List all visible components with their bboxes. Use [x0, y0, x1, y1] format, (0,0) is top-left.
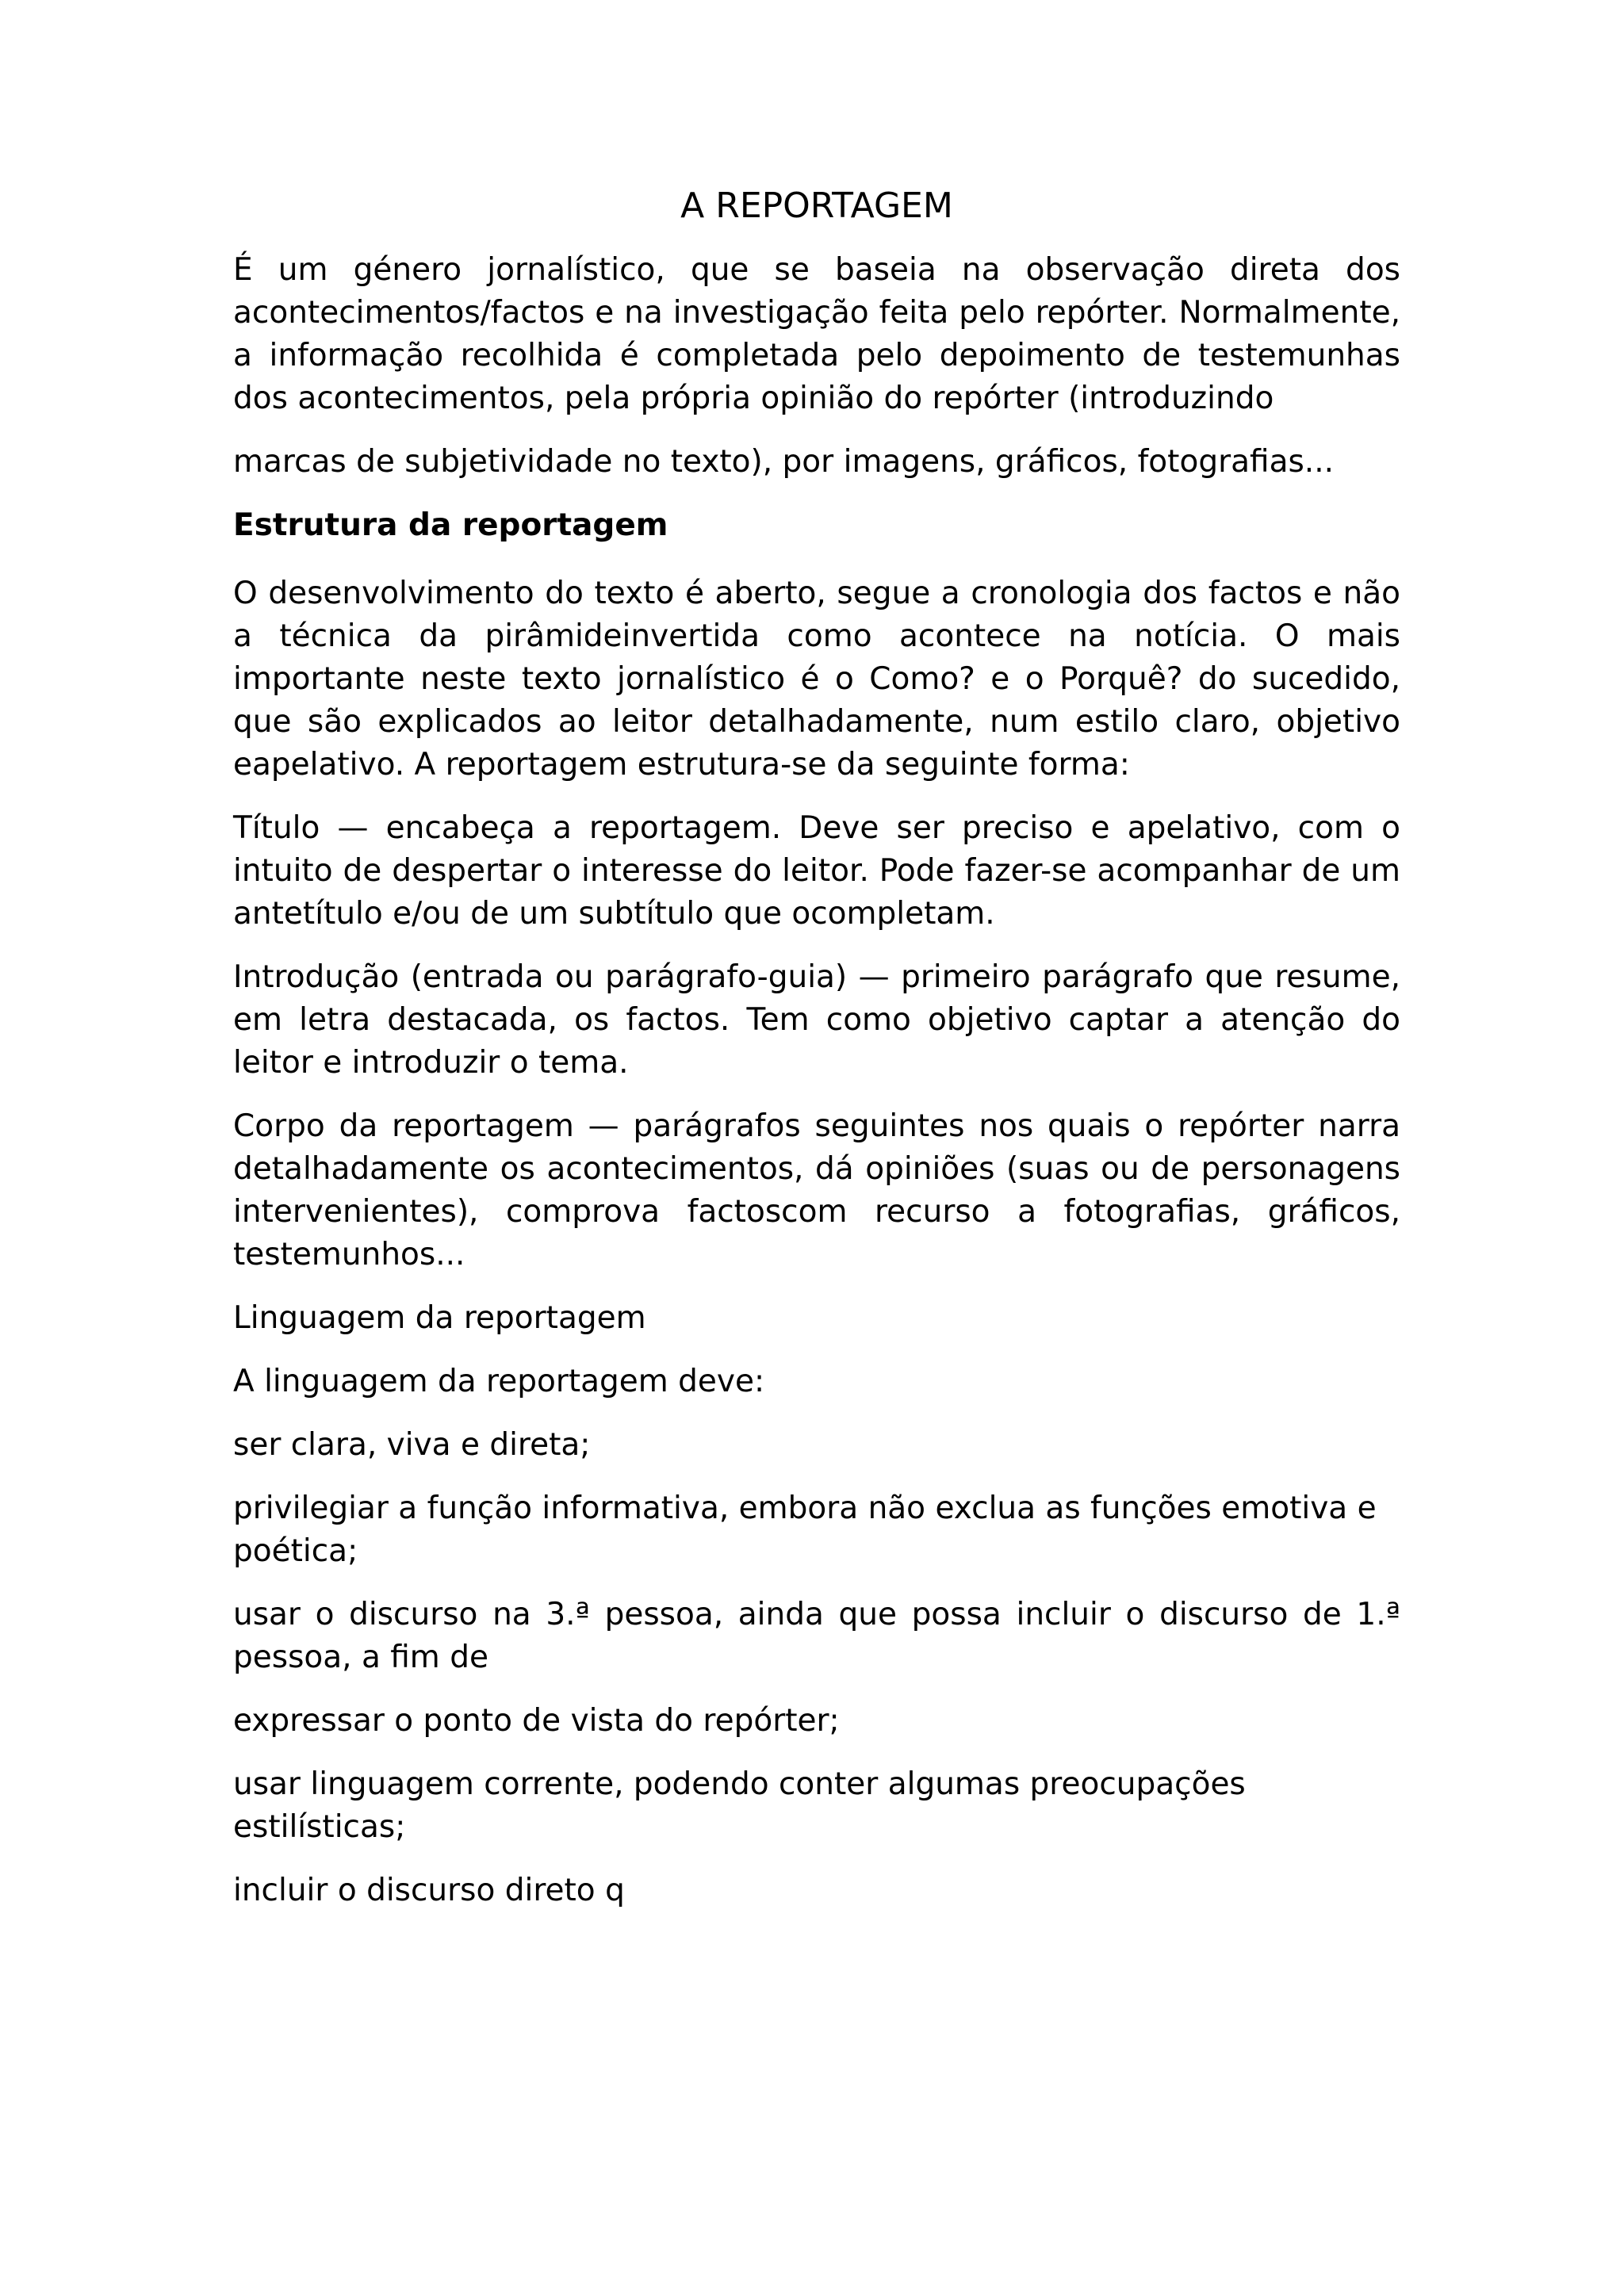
language-heading: Linguagem da reportagem — [233, 1300, 646, 1336]
language-item: expressar o ponto de vista do repórter; — [233, 1703, 840, 1739]
language-item: incluir o discurso direto q — [233, 1873, 625, 1908]
language-item: ser clara, viva e direta; — [233, 1427, 591, 1463]
structure-paragraph: O desenvolvimento do texto é aberto, segue a cronologia dos factos e não a técnica da pirâmideinvertida como acontece na notícia. O mais importante neste texto jornalístico é o Como? e o Porquê? do sucedido, que são explicados ao leitor detalhadamente, num estilo claro, objetivo eapelativo. A reportagem estrutura-se da seguinte forma: — [233, 576, 1400, 783]
intro-paragraph-continuation: marcas de subjetividade no texto), por imagens, gráficos, fotografias... — [233, 444, 1334, 480]
intro-paragraph: É um género jornalístico, que se baseia na observação direta dos acontecimentos/factos e na investigação feita pelo repórter. Normalmente, a informação recolhida é completada pelo depoimento de testemunhas dos acontecimentos, pela própria opinião do repórter (introduzindo — [233, 252, 1400, 416]
page-title: A REPORTAGEM — [680, 186, 953, 226]
language-intro: A linguagem da reportagem deve: — [233, 1364, 765, 1399]
titulo-paragraph: Título — encabeça a reportagem. Deve ser preciso e apelativo, com o intuito de despertar o interesse do leitor. Pode fazer-se acompanhar de um antetítulo e/ou de um subtítulo que ocompletam. — [233, 810, 1400, 932]
language-item: usar linguagem corrente, podendo conter algumas preocupações estilísticas; — [233, 1766, 1246, 1845]
language-item: usar o discurso na 3.ª pessoa, ainda que possa incluir o discurso de 1.ª pessoa, a fim de — [233, 1597, 1400, 1675]
language-item: privilegiar a função informativa, embora não exclua as funções emotiva e poética; — [233, 1490, 1377, 1569]
document-page — [233, 184, 1400, 1933]
corpo-paragraph: Corpo da reportagem — parágrafos seguintes nos quais o repórter narra detalhadamente os acontecimentos, dá opiniões (suas ou de personagens intervenientes), comprova factoscom recurso a fotografias, gráficos, testemunhos... — [233, 1108, 1400, 1272]
structure-heading: Estrutura da reportagem — [233, 507, 668, 543]
introducao-paragraph: Introdução (entrada ou parágrafo-guia) — primeiro parágrafo que resume, em letra destacada, os factos. Tem como objetivo captar a atenção do leitor e introduzir o tema. — [233, 959, 1400, 1081]
